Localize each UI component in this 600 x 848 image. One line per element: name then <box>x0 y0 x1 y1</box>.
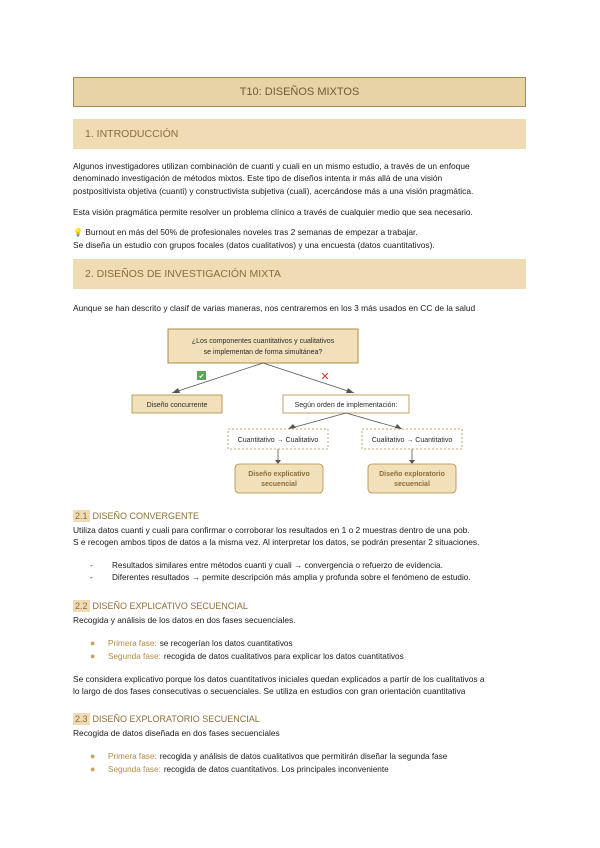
example-block <box>73 226 526 252</box>
arrow-yes <box>172 363 263 393</box>
exploratorio-text: Diseño exploratorio <box>379 471 445 478</box>
subsection-heading-exploratorio <box>73 713 260 725</box>
arrow-no <box>263 363 354 393</box>
intro-line: denominado investigación de métodos mixtos. Este tipo de diseños intenta ir más allá de una visión <box>73 173 443 184</box>
arrow-yes-head <box>172 388 180 393</box>
decision-diagram <box>120 325 480 497</box>
page-title-text: T10: DISEÑOS MIXTOS <box>239 86 360 98</box>
subsection-title: DISEÑO CONVERGENTE <box>92 511 200 521</box>
concurrent-text: Diseño concurrente <box>146 402 208 409</box>
section-heading-text: 2. DISEÑOS DE INVESTIGACIÓN MIXTA <box>85 268 281 280</box>
exploratorio-intro: Recogida de datos diseñada en dos fases secuenciales <box>73 728 280 738</box>
section-heading-disenos-mixtos <box>73 259 526 289</box>
fase-text: recogida de datos cuantitativos. Los principales inconveniente <box>163 765 389 774</box>
convergente-paragraph <box>73 524 526 549</box>
list-item: - Diferentes resultados → permite descripción más amplia y profunda sobre el fenómeno de estudio. <box>90 573 471 582</box>
explicativo-paragraph <box>73 673 526 698</box>
mixed-intro: Aunque se han descrito y clasif de varias maneras, nos centraremos en los 3 más usados en CC de la salud <box>73 303 476 313</box>
fase-label: Segunda fase: <box>108 765 161 774</box>
lightbulb-icon: 💡 <box>73 228 83 237</box>
page-title <box>73 77 526 107</box>
subsection-heading-convergente <box>73 510 199 522</box>
example-line: Se diseña un estudio con grupos focales (datos cualitativos) y una encuesta (datos cuantitativos). <box>73 240 435 251</box>
list-item: ● Segunda fase: recogida de datos cualitativos para explicar los datos cuantitativos <box>90 651 404 661</box>
subsection-number: 2.1 <box>75 511 88 521</box>
example-line: Burnout en más del 50% de profesionales noveles tras 2 semanas de empezar a trabajar. <box>85 227 418 237</box>
fase-text: recogida de datos cualitativos para explicar los datos cuantitativos <box>163 652 404 661</box>
fase-label: Segunda fase: <box>108 652 161 661</box>
exploratorio-list <box>90 751 447 774</box>
list-item: - Resultados similares entre métodos cuanti y cuali → convergencia o refuerzo de evidencia. <box>90 561 443 570</box>
list-item: ● Primera fase: recogida y análisis de datos cualitativos que permitirán diseñar la segunda fase <box>90 751 448 761</box>
subsection-title: DISEÑO EXPLORATORIO SECUENCIAL <box>92 714 260 724</box>
question-box <box>168 329 358 363</box>
explicativo-line: lo largo de dos fases consecutivas o secuenciales. Se utiliza en estudios con gran orientación cuantitativa <box>73 686 466 697</box>
explicativo-list <box>90 638 404 661</box>
fase-label: Primera fase: <box>108 752 157 761</box>
explicativo-line: Se considera explicativo porque los datos cuantitativos iniciales quedan explicados a partir de los cualitativos a <box>73 674 485 684</box>
fase-text: se recogerían los datos cuantitativos <box>159 639 293 648</box>
convergente-line: Utiliza datos cuanti y cuali para confirmar o corroborar los resultados en 1 o 2 muestras dentro de una pob. <box>73 525 470 535</box>
explicativo-text: secuencial <box>261 481 297 488</box>
explicativo-intro: Recogida y análisis de los datos en dos fases secuenciales. <box>73 615 296 625</box>
intro-paragraph <box>73 160 526 197</box>
sequential-text: Según orden de implementación: <box>294 402 398 409</box>
question-text: ¿Los componentes cuantitativos y cualitativos <box>191 338 335 345</box>
arrow-no-head <box>346 388 354 393</box>
exploratorio-box <box>368 464 456 493</box>
list-item: ● Segunda fase: recogida de datos cuantitativos. Los principales inconveniente <box>90 764 389 774</box>
explicativo-box <box>235 464 323 493</box>
convergente-line: S e recogen ambos tipos de datos a la misma vez. Al interpretar los datos, se podrán presentar 2 situaciones. <box>73 537 480 548</box>
arrow-right-pair <box>346 413 402 429</box>
list-item: ● Primera fase: se recogerían los datos cuantitativos <box>90 638 293 648</box>
question-text: se implementan de forma simultánea? <box>203 349 323 356</box>
intro-line: postpositivista objetiva (cuanti) y constructivista subjetiva (cuali), acercándose más a una visión pragmática. <box>73 185 474 196</box>
right-pair-text: Cualitativo → Cuantitativo <box>371 437 453 444</box>
section-heading-introduccion <box>73 119 526 149</box>
subsection-heading-explicativo <box>73 600 248 612</box>
section-heading-text: 1. INTRODUCCIÓN <box>85 128 179 140</box>
exploratorio-text: secuencial <box>394 481 430 488</box>
list-item-text: Diferentes resultados → permite descripción más amplia y profunda sobre el fenómeno de estudio. <box>112 573 471 582</box>
intro-line: Algunos investigadores utilizan combinación de cuanti y cuali en un mismo estudio, a través de un enfoque <box>73 161 470 171</box>
check-icon-glyph: ✔ <box>198 373 205 381</box>
list-item-text: Resultados similares entre métodos cuanti y cuali → convergencia o refuerzo de evidencia. <box>112 561 443 570</box>
cross-icon: ✕ <box>320 371 330 383</box>
pragmatic-paragraph: Esta visión pragmática permite resolver un problema clínico a través de cualquier medio que sea necesario. <box>73 207 473 217</box>
explicativo-text: Diseño explicativo <box>248 471 310 478</box>
subsection-number: 2.2 <box>75 601 88 611</box>
convergente-list <box>90 561 471 582</box>
subsection-title: DISEÑO EXPLICATIVO SECUENCIAL <box>92 601 248 611</box>
subsection-number: 2.3 <box>75 714 88 724</box>
arrow-left-pair <box>288 413 346 429</box>
fase-label: Primera fase: <box>108 639 157 648</box>
fase-text: recogida y análisis de datos cualitativos que permitirán diseñar la segunda fase <box>159 752 448 761</box>
left-pair-text: Cuantitativo → Cualitativo <box>237 437 319 444</box>
